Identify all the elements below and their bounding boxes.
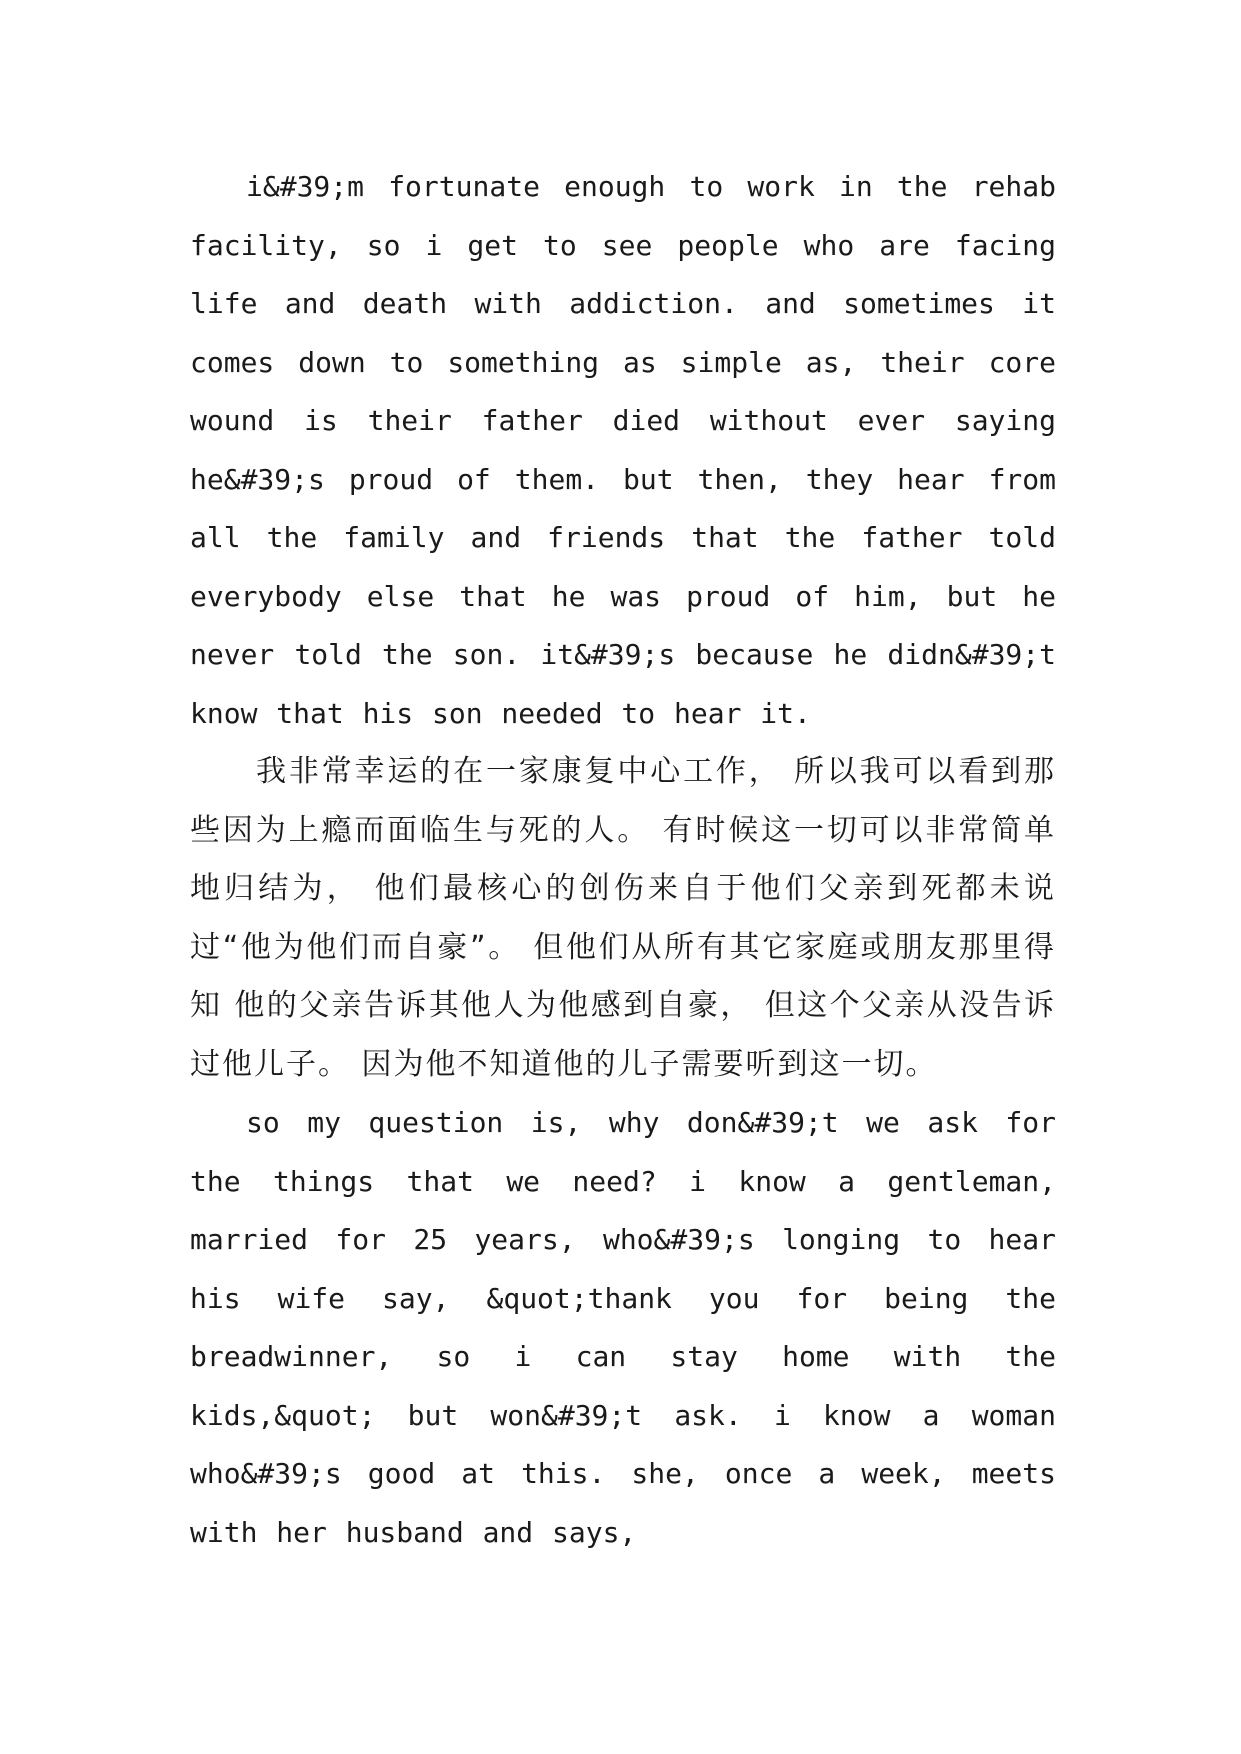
paragraph-english-2: so my question is, why don&#39;t we ask for the things that we need? i know a gentleman, married for 25 years, who&#39;s longing to hear his wife say, &quot;thank you for being the breadwinner, so i can stay home with the kids,&quot; but won&#39;t ask. i know a woman who&#39;s good at this. she, once a week, meets with her husband and says,	[190, 1106, 1056, 1549]
paragraph-chinese-1: 我非常幸运的在一家康复中心工作， 所以我可以看到那些因为上瘾而面临生与死的人。 有时候这一切可以非常简单地归结为， 他们最核心的创伤来自于他们父亲到死都未说过“他为他们而自豪”。 但他们从所有其它家庭或朋友那里得知 他的父亲告诉其他人为他感到自豪， 但这个父亲从没告诉过他儿子。 因为他不知道他的儿子需要听到这一切。	[190, 754, 1056, 1082]
document-body	[190, 158, 1056, 1562]
paragraph-english-1: i&#39;m fortunate enough to work in the rehab facility, so i get to see people who are facing life and death with addiction. and sometimes it comes down to something as simple as, their core wound is their father died without ever saying he&#39;s proud of them. but then, they hear from all the family and friends that the father told everybody else that he was proud of him, but he never told the son. it&#39;s because he didn&#39;t know that his son needed to hear it.	[190, 170, 1056, 730]
